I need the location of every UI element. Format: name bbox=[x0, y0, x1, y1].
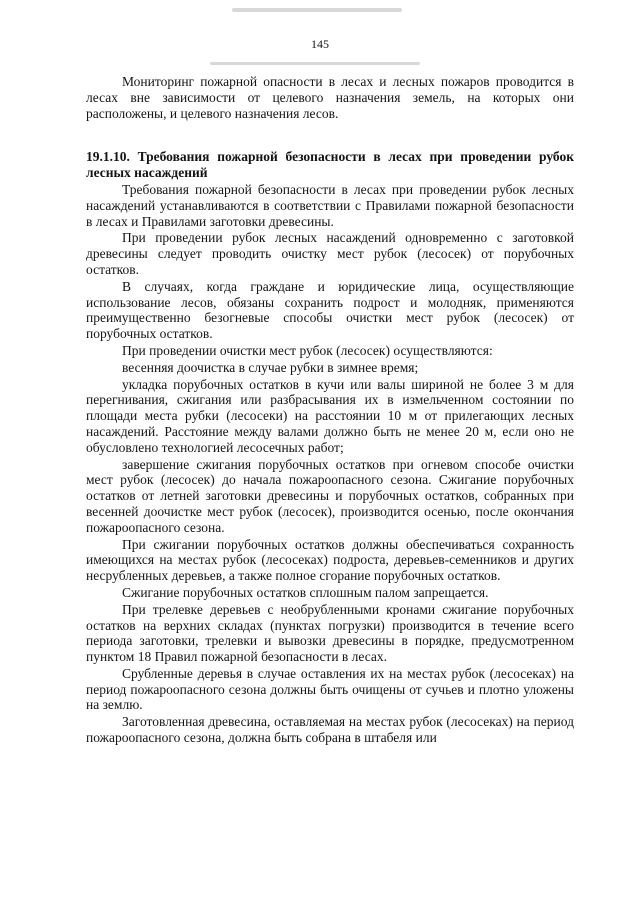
paragraph: Заготовленная древесина, оставляемая на местах рубок (лесосеках) на период пожароопасного сезона, должна быть собрана в штабеля или bbox=[86, 714, 574, 746]
scan-noise-top bbox=[232, 8, 402, 12]
list-item: весенняя доочистка в случае рубки в зимнее время; bbox=[122, 359, 419, 375]
list-item: укладка порубочных остатков в кучи или валы шириной не более 3 м для перегнивания, сжигания или разбрасывания их в измельченном состоянии по площади места рубки (лесосеки) на расстоянии 10 м от прилегающих лесных насаждений. Расстояние между валами должно быть не менее 20 м, если оно не обусловлено технологией лесосечных работ; bbox=[86, 376, 574, 455]
paragraph: В случаях, когда граждане и юридические лица, осуществляющие использование лесов, обязаны сохранить подрост и молодняк, применяются преимущественно безогневые способы очистки мест рубок (лесосек) от порубочных остатков. bbox=[86, 278, 574, 342]
paragraph: Срубленные деревья в случае оставления их на местах рубок (лесосеках) на период пожароопасного сезона должны быть очищены от сучьев и плотно уложены на землю. bbox=[86, 665, 574, 713]
paragraph: При трелевке деревьев с необрубленными кронами сжигание порубочных остатков на верхних складах (пунктах погрузки) производится в течение всего периода заготовки, трелевки и вывозки древесины в порядке, предусмотренном пунктом 18 Правил пожарной безопасности в лесах. bbox=[86, 601, 574, 665]
paragraph-monitoring: Мониторинг пожарной опасности в лесах и лесных пожаров проводится в лесах вне зависимости от целевого назначения земель, на которых они расположены, и целевого назначения лесов. bbox=[86, 74, 574, 121]
paragraph: При проведении очистки мест рубок (лесосек) осуществляются: bbox=[122, 342, 493, 358]
paragraph: При сжигании порубочных остатков должны обеспечиваться сохранность имеющихся на местах рубок (лесосеках) подроста, деревьев-семенников и других несрубленных деревьев, а также полное сгорание порубочных остатков. bbox=[86, 536, 574, 584]
paragraph: При проведении рубок лесных насаждений одновременно с заготовкой древесины следует проводить очистку мест рубок (лесосек) от порубочных остатков. bbox=[86, 230, 574, 277]
list-item: завершение сжигания порубочных остатков при огневом способе очистки мест рубок (лесосек) до начала пожароопасного сезона. Сжигание порубочных остатков от летней заготовки древесины и порубочных остатков, собранных при весенней доочистке мест рубок (лесосек), производится осенью, после окончания пожароопасного сезона. bbox=[86, 456, 574, 535]
document-body bbox=[86, 74, 574, 746]
scan-noise-header bbox=[210, 62, 420, 65]
paragraph: Требования пожарной безопасности в лесах при проведении рубок лесных насаждений устанавливаются в соответствии с Правилами пожарной безопасности в лесах и Правилами заготовки древесины. bbox=[86, 181, 574, 229]
section-heading: 19.1.10. Требования пожарной безопасности в лесах при проведении рубок лесных насаждений bbox=[86, 149, 574, 181]
paragraph: Сжигание порубочных остатков сплошным палом запрещается. bbox=[122, 584, 489, 600]
page-number: 145 bbox=[311, 37, 329, 51]
